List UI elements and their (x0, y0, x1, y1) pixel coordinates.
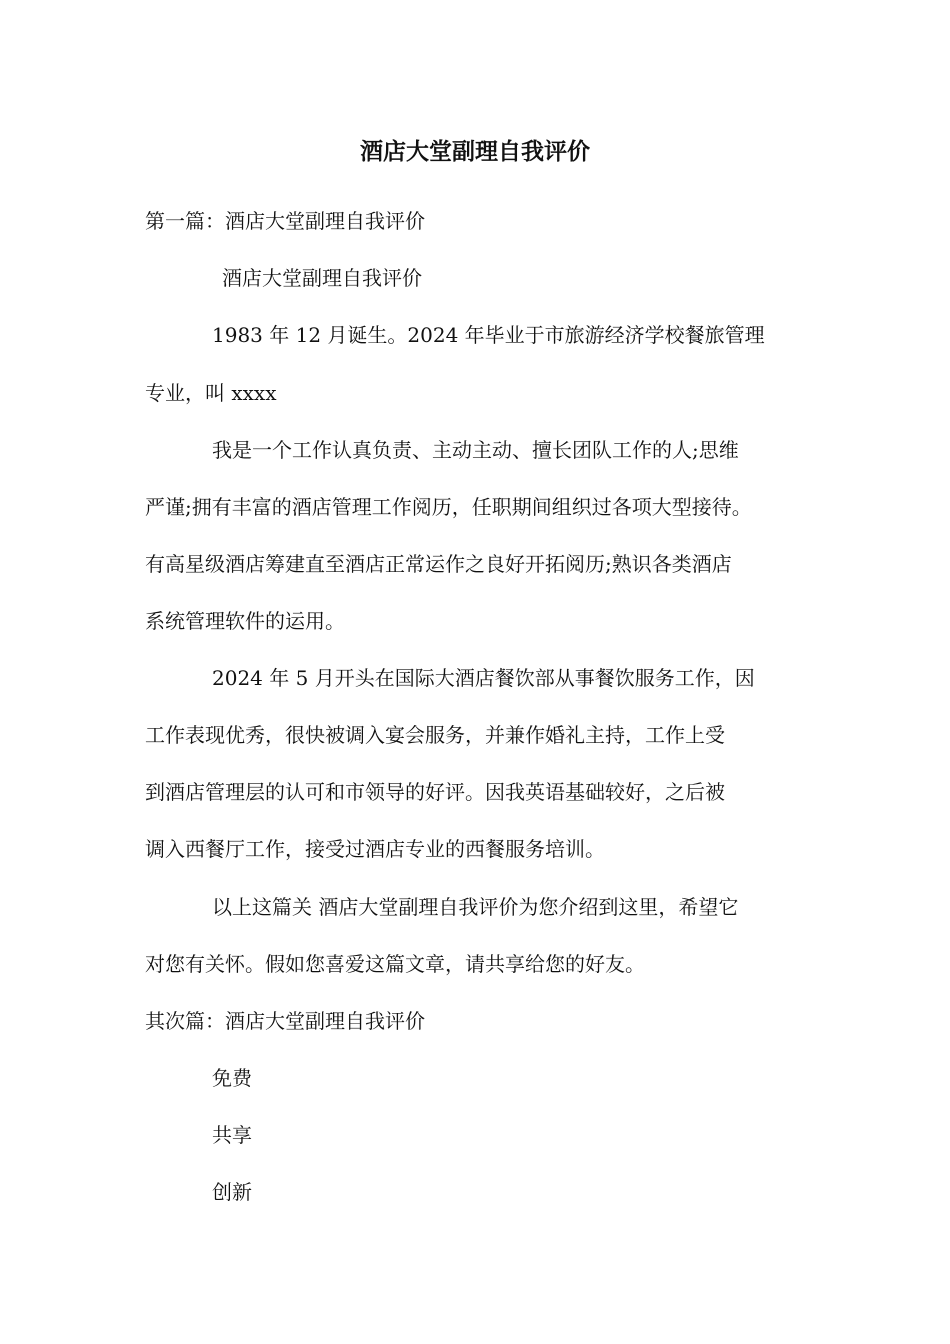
paragraph3-line3: 到酒店管理层的认可和市领导的好评。因我英语基础较好，之后被 (145, 780, 725, 804)
section1-heading: 第一篇：酒店大堂副理自我评价 (145, 209, 425, 233)
section2-heading: 其次篇：酒店大堂副理自我评价 (145, 1009, 425, 1033)
section2-item: 创新 (212, 1180, 252, 1204)
paragraph4-line1: 以上这篇关 酒店大堂副理自我评价为您介绍到这里，希望它 (212, 895, 739, 919)
section1-subtitle: 酒店大堂副理自我评价 (222, 266, 422, 290)
paragraph2-line3: 有高星级酒店筹建直至酒店正常运作之良好开拓阅历;熟识各类酒店 (145, 552, 732, 576)
paragraph3-line1: 2024 年 5 月开头在国际大酒店餐饮部从事餐饮服务工作，因 (212, 666, 755, 690)
section2-item: 免费 (212, 1066, 252, 1090)
paragraph2-line1: 我是一个工作认真负责、主动主动、擅长团队工作的人;思维 (212, 438, 739, 462)
paragraph1-line1: 1983 年 12 月诞生。2024 年毕业于市旅游经济学校餐旅管理 (212, 323, 765, 347)
paragraph1-line2: 专业，叫 xxxx (145, 381, 277, 405)
paragraph3-line2: 工作表现优秀，很快被调入宴会服务，并兼作婚礼主持，工作上受 (145, 723, 725, 747)
document-title: 酒店大堂副理自我评价 (360, 139, 590, 165)
paragraph2-line4: 系统管理软件的运用。 (145, 609, 345, 633)
paragraph3-line4: 调入西餐厅工作，接受过酒店专业的西餐服务培训。 (145, 837, 605, 861)
section2-item: 共享 (212, 1123, 252, 1147)
paragraph4-line2: 对您有关怀。假如您喜爱这篇文章，请共享给您的好友。 (145, 952, 645, 976)
paragraph2-line2: 严谨;拥有丰富的酒店管理工作阅历，任职期间组织过各项大型接待。 (145, 495, 752, 519)
